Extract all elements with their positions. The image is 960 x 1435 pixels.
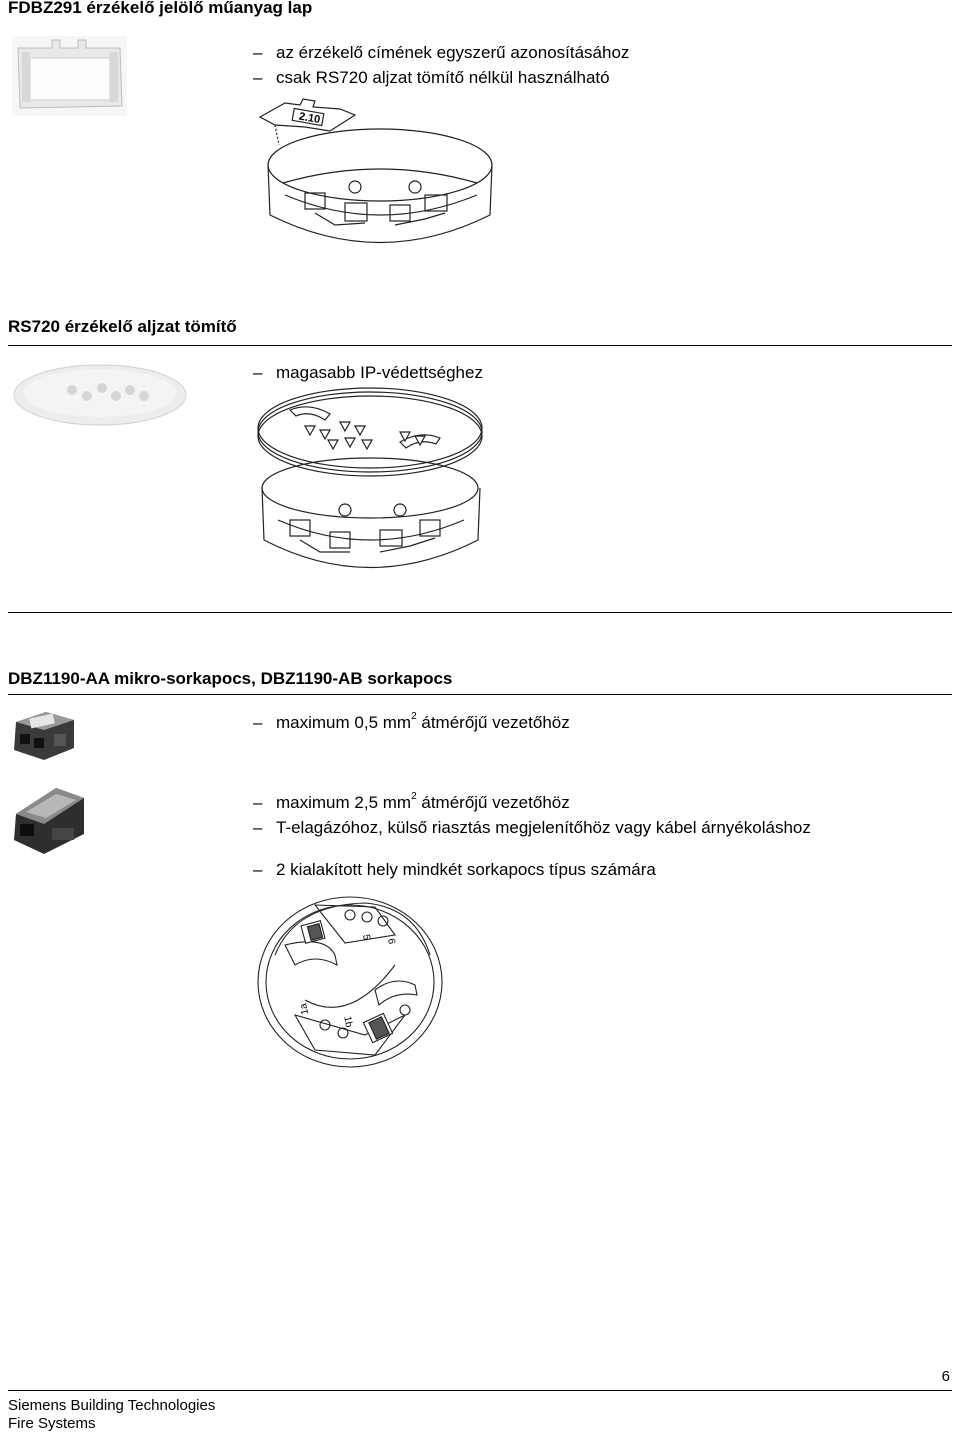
bullet-text: maximum 2,5 $mm^2$ átmérőjű vezetőhöz bbox=[276, 791, 570, 812]
base-top-view-drawing bbox=[255, 895, 445, 1070]
terminal-label-1a: 1a bbox=[298, 1002, 312, 1016]
terminal-label-5: 5 bbox=[360, 933, 372, 941]
bullet-text: maximum 0,5 $mm^2$ átmérőjű vezetőhöz bbox=[276, 711, 570, 732]
bullet-dash: – bbox=[253, 793, 263, 812]
section-title-rs720: RS720 érzékelő aljzat tömítő bbox=[8, 317, 237, 336]
terminal-label-1b: 1b bbox=[341, 1015, 355, 1029]
bullet-dash: – bbox=[253, 68, 263, 87]
bullet-dash: – bbox=[253, 860, 263, 879]
bullet-text: 2 kialakított hely mindkét sorkapocs típus számára bbox=[276, 860, 656, 879]
terminal-label-6: 6 bbox=[385, 937, 397, 945]
marking-plate-label: 2.10 bbox=[297, 110, 322, 127]
micro-terminal-photo bbox=[10, 704, 78, 762]
bullet-text: csak RS720 aljzat tömítő nélkül használható bbox=[276, 68, 610, 87]
bullet-dash: – bbox=[253, 713, 263, 732]
section-divider bbox=[8, 612, 952, 613]
section-divider bbox=[8, 694, 952, 695]
terminal-block-photo bbox=[12, 784, 86, 856]
footer-divider bbox=[8, 1390, 952, 1391]
section-title-dbz1190: DBZ1190-AA mikro-sorkapocs, DBZ1190-AB sorkapocs bbox=[8, 669, 453, 688]
bullet-text: T-elagázóhoz, külső riasztás megjelenítőhöz vagy kábel árnyékoláshoz bbox=[276, 818, 811, 837]
base-with-seal-drawing bbox=[250, 380, 490, 595]
seal-photo bbox=[12, 362, 188, 428]
bullet-text: az érzékelő címének egyszerű azonosításához bbox=[276, 43, 630, 62]
bullet-dash: – bbox=[253, 818, 263, 837]
footer-division: Fire Systems bbox=[8, 1415, 96, 1432]
page-number: 6 bbox=[941, 1368, 950, 1385]
base-with-marking-plate-drawing bbox=[255, 95, 505, 285]
section-divider bbox=[8, 345, 952, 346]
bullet-dash: – bbox=[253, 363, 263, 382]
marking-plate-photo bbox=[12, 36, 127, 116]
bullet-dash: – bbox=[253, 43, 263, 62]
bullet-text: magasabb IP-védettséghez bbox=[276, 363, 483, 382]
footer-company: Siemens Building Technologies bbox=[8, 1397, 216, 1414]
section-title-fdbz291: FDBZ291 érzékelő jelölő műanyag lap bbox=[8, 0, 313, 17]
